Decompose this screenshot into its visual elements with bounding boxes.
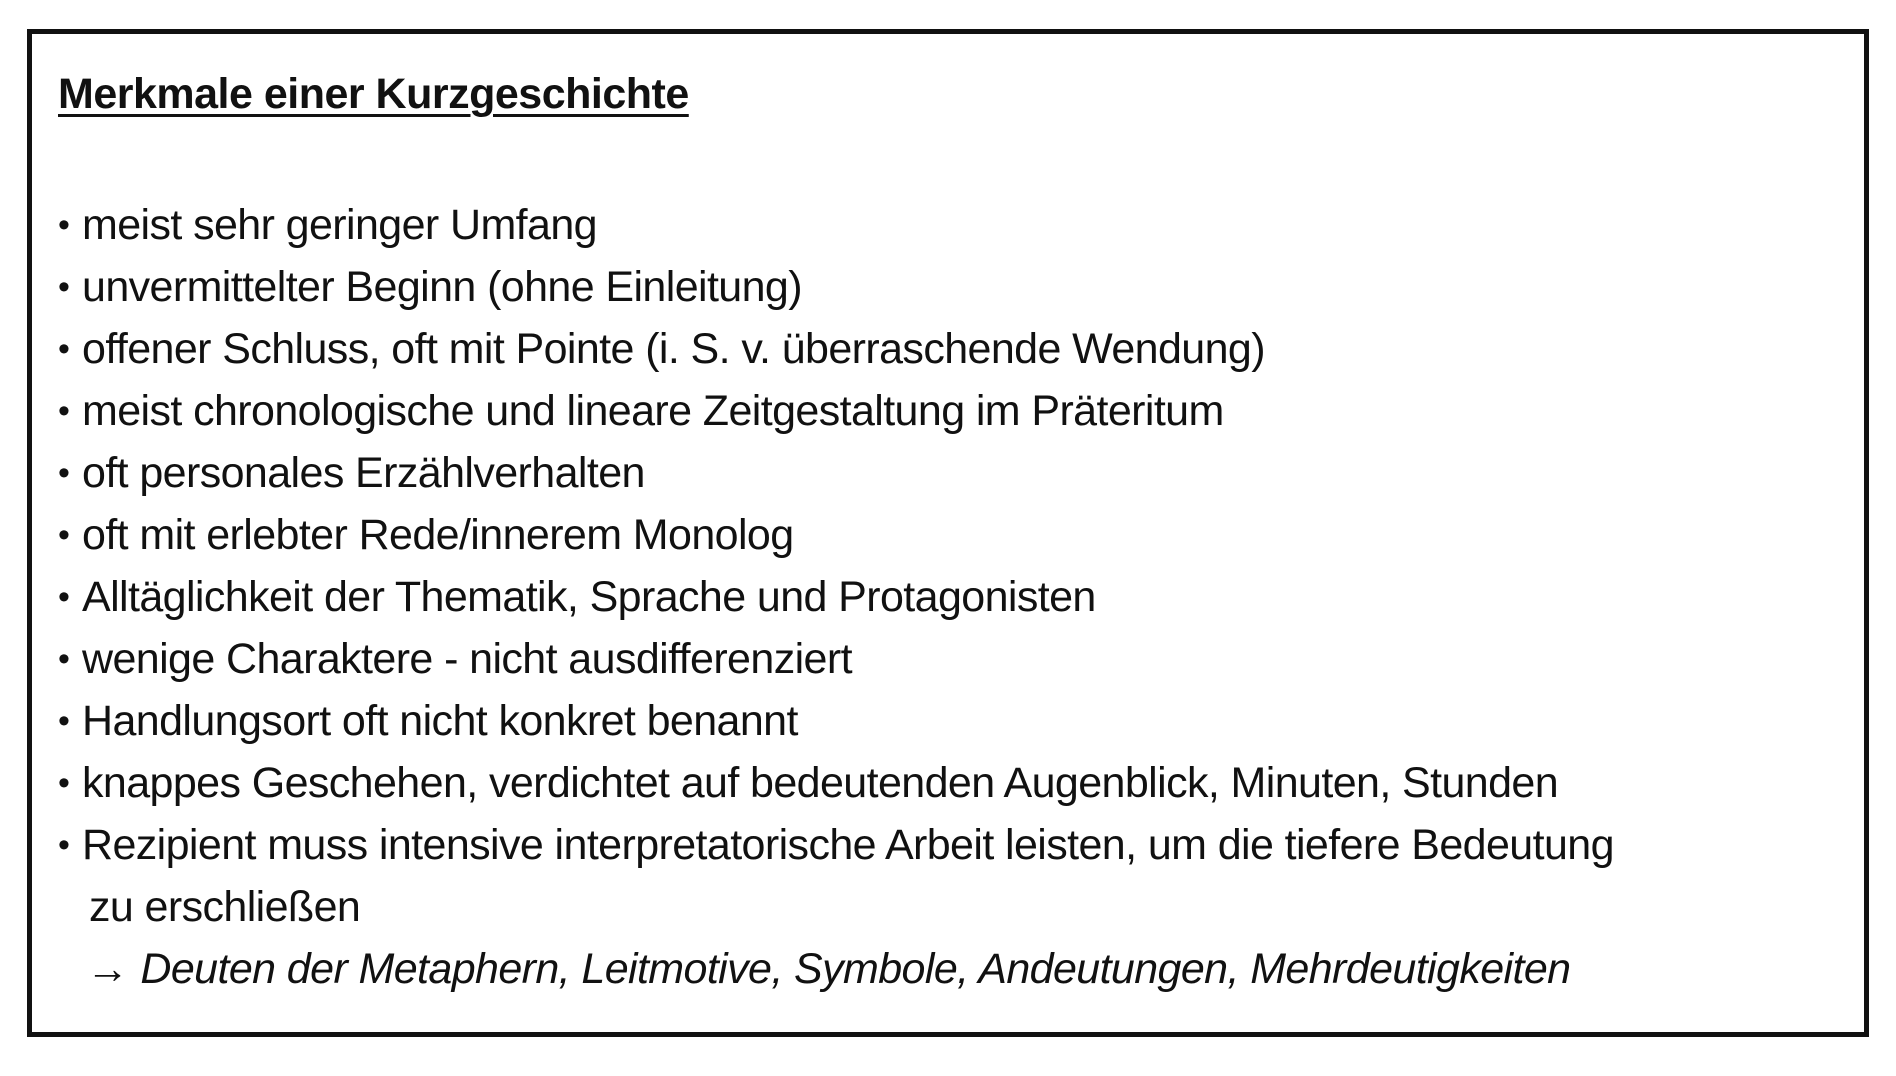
list-item — [58, 690, 1614, 752]
list-item — [58, 814, 1614, 938]
bullet: • — [58, 702, 70, 740]
list-item — [58, 256, 1614, 318]
list-item-text: Handlungsort oft nicht konkret benannt — [82, 697, 798, 745]
list-item-text: meist chronologische und lineare Zeitgestaltung im Präteritum — [82, 387, 1224, 435]
arrow-note — [58, 938, 1614, 1000]
feature-list — [58, 194, 1614, 1000]
document-title: Merkmale einer Kurzgeschichte — [58, 70, 689, 118]
bullet: • — [58, 454, 70, 492]
list-item-continuation: zu erschließen — [89, 883, 361, 931]
bullet: • — [58, 578, 70, 616]
list-item-text: wenige Charaktere - nicht ausdifferenziert — [82, 635, 852, 683]
bullet: • — [58, 826, 70, 864]
list-item-text: offener Schluss, oft mit Pointe (i. S. v. überraschende Wendung) — [82, 325, 1265, 373]
list-item — [58, 318, 1614, 380]
list-item-text: oft personales Erzählverhalten — [82, 449, 645, 497]
bullet: • — [58, 330, 70, 368]
bullet: • — [58, 392, 70, 430]
list-item-text: Rezipient muss intensive interpretatorische Arbeit leisten, um die tiefere Bedeutung — [82, 821, 1614, 869]
right-arrow-icon: → — [86, 945, 129, 993]
bullet: • — [58, 206, 70, 244]
list-item — [58, 628, 1614, 690]
list-item-text: oft mit erlebter Rede/innerem Monolog — [82, 511, 794, 559]
list-item — [58, 566, 1614, 628]
list-item-text: Alltäglichkeit der Thematik, Sprache und Protagonisten — [82, 573, 1096, 621]
list-item — [58, 442, 1614, 504]
arrow-note-text: Deuten der Metaphern, Leitmotive, Symbole, Andeutungen, Mehrdeutigkeiten — [140, 945, 1571, 993]
list-item — [58, 504, 1614, 566]
bullet: • — [58, 764, 70, 802]
list-item-text: meist sehr geringer Umfang — [82, 201, 597, 249]
bullet: • — [58, 640, 70, 678]
list-item — [58, 194, 1614, 256]
list-item — [58, 752, 1614, 814]
bullet: • — [58, 516, 70, 554]
list-item — [58, 380, 1614, 442]
bullet: • — [58, 268, 70, 306]
list-item-text: unvermittelter Beginn (ohne Einleitung) — [82, 263, 802, 311]
list-item-text: knappes Geschehen, verdichtet auf bedeutenden Augenblick, Minuten, Stunden — [82, 759, 1559, 807]
